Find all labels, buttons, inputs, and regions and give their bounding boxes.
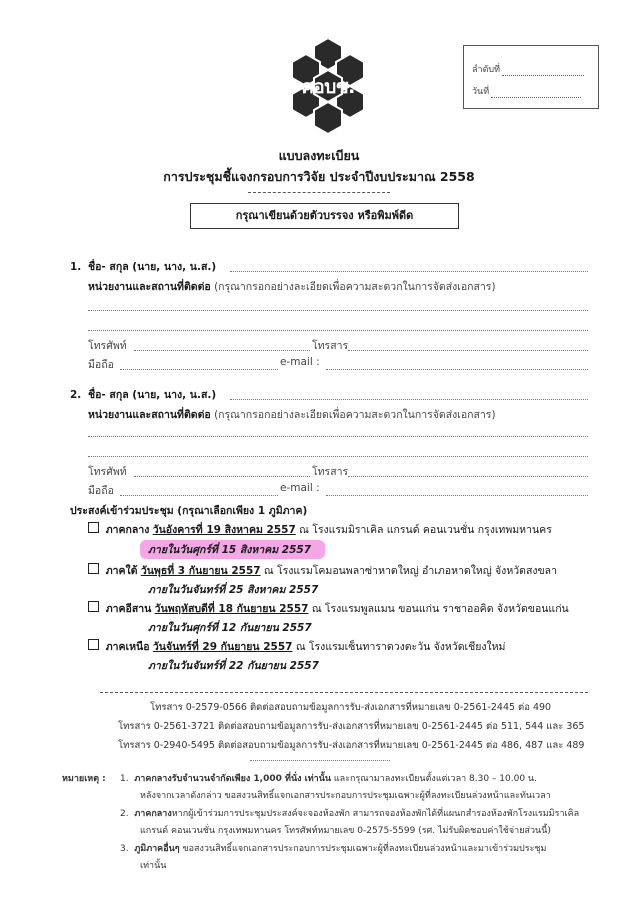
form-title: แบบลงทะเบียน xyxy=(278,148,360,163)
note-bold: ภาคกลางรับจำนวนจำกัดเพียง 1,000 ที่นั่ง เท่านั้น xyxy=(134,774,331,784)
fax-label: โทรสาร xyxy=(312,340,349,352)
session-region: ภาคอีสาน xyxy=(105,603,152,615)
org-label: หน่วยงานและสถานที่ติดต่อ xyxy=(88,409,211,421)
org-hint: (กรุณากรอกอย่างละเอียดเพื่อความสะดวกในการจัดส่งเอกสาร) xyxy=(214,281,496,293)
date-label: วันที่ xyxy=(472,87,490,97)
contact-line: โทรสาร 0-2940-5495 ติดต่อสอบถามข้อมูลการรับ-ส่งเอกสารที่หมายเลข 0-2561-2445 ต่อ 486, 487 และ 489 xyxy=(118,740,585,751)
logo-text: คอบช. xyxy=(301,76,355,98)
session-date: วันพุธที่ 3 กันยายน 2557 xyxy=(140,565,261,577)
name-field[interactable] xyxy=(230,271,588,272)
session-region: ภาคเหนือ xyxy=(105,641,150,653)
reference-box xyxy=(463,45,599,109)
email-label: e-mail : xyxy=(280,482,320,494)
registrant-2-org-row xyxy=(88,406,496,423)
contact-line: โทรสาร 0-2579-0566 ติดต่อสอบถามข้อมูลการรับ-ส่งเอกสารที่หมายเลข 0-2561-2445 ต่อ 490 xyxy=(150,702,552,713)
form-subtitle: การประชุมชี้แจงกรอบการวิจัย ประจำปีงบประมาณ 2558 xyxy=(163,169,475,184)
session-north xyxy=(88,638,505,655)
phone-label: โทรศัพท์ xyxy=(88,466,127,478)
date-field[interactable] xyxy=(472,84,581,98)
org-label: หน่วยงานและสถานที่ติดต่อ xyxy=(88,281,211,293)
note-item xyxy=(120,841,546,855)
phone-field[interactable] xyxy=(134,350,310,351)
session-deadline: ภายในวันศุกร์ที่ 12 กันยายน 2557 xyxy=(148,622,312,634)
session-date: วันอังคารที่ 19 สิงหาคม 2557 xyxy=(152,524,296,536)
note-line2: แกรนด์ คอนเวนชั่น กรุงเทพมหานคร โทรศัพท์หมายเลข 0-2575-5599 (รศ. ไม่รับผิดชอบค่าใช้จ่ายส่วนนี้) xyxy=(140,826,551,836)
address-field[interactable] xyxy=(88,330,588,331)
mobile-field[interactable] xyxy=(120,495,278,496)
note-bold: ภูมิภาคอื่นๆ xyxy=(134,844,180,854)
note-item xyxy=(120,806,579,820)
contact-line: โทรสาร 0-2561-3721 ติดต่อสอบถามข้อมูลการรับ-ส่งเอกสารที่หมายเลข 0-2561-2445 ต่อ 511, 544 และ 365 xyxy=(118,721,585,732)
email-label: e-mail : xyxy=(280,356,320,368)
session-checkbox[interactable] xyxy=(88,639,99,650)
notes-label: หมายเหตุ : xyxy=(62,774,106,784)
session-venue: ณ โรงแรมพูลแมน ขอนแก่น ราชาออคิด จังหวัดขอนแก่น xyxy=(311,603,569,615)
logo xyxy=(282,36,374,136)
phone-field[interactable] xyxy=(134,476,310,477)
registrant-2-name-row xyxy=(70,386,216,403)
name-field[interactable] xyxy=(230,399,588,400)
fax-field[interactable] xyxy=(348,476,588,477)
note-item xyxy=(120,771,537,785)
note-text: หากผู้เข้าร่วมการประชุมประสงค์จะจองห้องพัก สามารถจองห้องพักได้ที่แผนกสำรองห้องพักโรงแรมมิราเคิล xyxy=(171,809,580,819)
session-central xyxy=(88,521,552,538)
name-label: ชื่อ- สกุล (นาย, นาง, น.ส.) xyxy=(87,389,217,401)
session-deadline-highlighted: ภายในวันศุกร์ที่ 15 สิงหาคม 2557 xyxy=(140,540,325,559)
phone-label: โทรศัพท์ xyxy=(88,340,127,352)
fax-field[interactable] xyxy=(348,350,588,351)
note-num: 1. xyxy=(120,774,129,784)
note-line2: หลังจากเวลาดังกล่าว ขอสงวนสิทธิ์แจกเอกสารประกอบการประชุมเฉพาะผู้ที่ลงทะเบียนล่วงหน้าและทันเวลา xyxy=(140,791,551,801)
title-divider xyxy=(248,192,390,193)
mobile-field[interactable] xyxy=(120,369,278,370)
session-region: ภาคกลาง xyxy=(105,524,150,536)
session-venue: ณ โรงแรมโคมอนพลาซ่าหาดใหญ่ อำเภอหาดใหญ่ จังหวัดสงขลา xyxy=(263,565,557,577)
org-hint: (กรุณากรอกอย่างละเอียดเพื่อความสะดวกในการจัดส่งเอกสาร) xyxy=(214,409,496,421)
address-field[interactable] xyxy=(88,456,588,457)
session-checkbox[interactable] xyxy=(88,522,99,533)
instruction-box: กรุณาเขียนด้วยตัวบรรจง หรือพิมพ์ดีด xyxy=(190,203,459,229)
session-venue: ณ โรงแรมมิราเคิล แกรนด์ คอนเวนชั่น กรุงเทพมหานคร xyxy=(299,524,552,536)
session-checkbox[interactable] xyxy=(88,563,99,574)
registrant-1-org-row xyxy=(88,278,496,295)
note-text: และกรุณามาลงทะเบียนตั้งแต่เวลา 8.30 – 10.00 น. xyxy=(333,774,537,784)
note-bold: ภาคกลาง xyxy=(134,809,172,819)
note-num: 3. xyxy=(120,844,129,854)
note-num: 2. xyxy=(120,809,129,819)
registrant-1-name-row xyxy=(70,258,216,275)
session-region: ภาคใต้ xyxy=(105,565,138,577)
order-field[interactable] xyxy=(472,62,584,76)
address-field[interactable] xyxy=(88,436,588,437)
session-deadline: ภายในวันจันทร์ที่ 25 สิงหาคม 2557 xyxy=(148,584,319,596)
fax-label: โทรสาร xyxy=(312,466,349,478)
name-label: ชื่อ- สกุล (นาย, นาง, น.ส.) xyxy=(87,261,217,273)
session-northeast xyxy=(88,600,569,617)
session-date: วันจันทร์ที่ 29 กันยายน 2557 xyxy=(152,641,293,653)
registrant-num: 1. xyxy=(70,261,82,273)
session-deadline: ภายในวันจันทร์ที่ 22 กันยายน 2557 xyxy=(148,660,319,672)
session-venue: ณ โรงแรมเซ็นทาราดวงตะวัน จังหวัดเชียงใหม่ xyxy=(295,641,506,653)
registrant-num: 2. xyxy=(70,389,82,401)
sessions-heading: ประสงค์เข้าร่วมประชุม (กรุณาเลือกเพียง 1 ภูมิภาค) xyxy=(70,505,308,517)
mobile-label: มือถือ xyxy=(88,359,114,371)
session-south xyxy=(88,562,557,579)
mobile-label: มือถือ xyxy=(88,485,114,497)
note-line2: เท่านั้น xyxy=(140,861,167,871)
note-text: ขอสงวนสิทธิ์แจกเอกสารประกอบการประชุมเฉพาะผู้ที่ลงทะเบียนล่วงหน้าและมาเข้าร่วมประชุม xyxy=(182,844,547,854)
section-divider xyxy=(100,692,588,693)
address-field[interactable] xyxy=(88,310,588,311)
email-field[interactable] xyxy=(326,369,588,370)
email-field[interactable] xyxy=(326,495,588,496)
contact-divider xyxy=(250,760,390,761)
session-checkbox[interactable] xyxy=(88,601,99,612)
session-date: วันพฤหัสบดีที่ 18 กันยายน 2557 xyxy=(154,603,309,615)
order-label: ลำดับที่ xyxy=(472,65,501,75)
